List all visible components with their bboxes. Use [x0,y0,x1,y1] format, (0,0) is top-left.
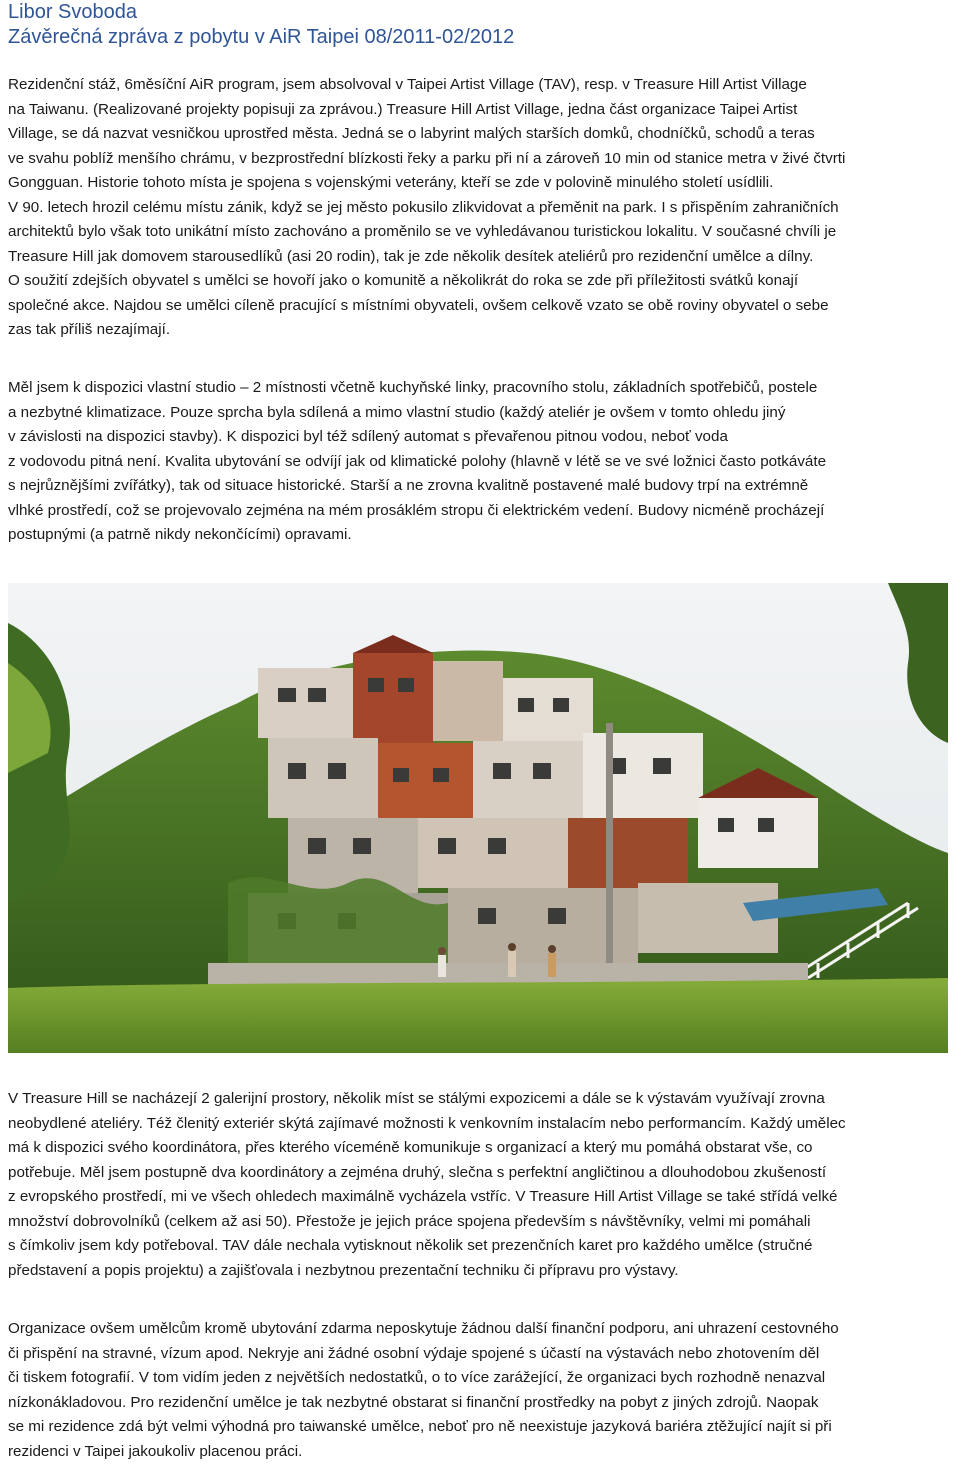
paragraph-funding [8,1317,956,1464]
treasure-hill-photo [8,583,948,1053]
text-line: Village, se dá nazvat vesničkou uprostřed města. Jedná se o labyrint malých starších domků, chodníčků, schodů a teras [8,125,815,142]
text-line: nízkonákladovou. Pro rezidenční umělce je tak nezbytné obstarat si finanční prostředky na pobyt z jiných zdrojů. Naopak [8,1393,819,1411]
lamp-pole [606,723,613,983]
text-line: rezidenci v Taipei jakoukoliv placenou práci. [8,1442,303,1460]
text-line: z vodovodu pitná není. Kvalita ubytování se odvíjí jak od klimatické polohy (hlavně v létě se ve své ložnici často potkáváte [8,452,827,470]
text-line: má k dispozici svého koordinátora, přes kterého víceméně komunikuje s organizací a který mu pomáhá obstarat vše, co [8,1139,813,1156]
text-line: či přispění na stravné, vízum apod. Nekryje ani žádné osobní výdaje spojené s účastí na výstavách nebo zhotovením děl [8,1344,820,1362]
text-line: Rezidenční stáž, 6měsíční AiR program, jsem absolvoval v Taipei Artist Village (TAV), resp. v Treasure Hill Artist Village [8,76,807,93]
text-line: Treasure Hill jak domovem starousedlíků (asi 20 rodin), tak je zde několik desítek ateliérů pro rezidenční umělce a dílny. [8,247,814,265]
lawn [8,978,948,1053]
text-line: architektů bylo však toto unikátní místo zachováno a proměnilo se ve vyhledávanou turistickou lokalitu. V současné chvíli je [8,223,837,240]
paragraph-studio [8,376,956,548]
paragraph-intro [8,73,956,343]
author-name: Libor Svoboda [8,1,137,23]
text-line: neobydlené ateliéry. Též členitý exteriér skýtá zajímavé možnosti k venkovním instalacím nebo performancím. Každý umělec [8,1114,846,1132]
text-line: se mi rezidence zdá být velmi výhodná pro taiwanské umělce, neboť pro ně neexistuje jazyková bariéra ztěžující najít si při [8,1418,832,1435]
paragraph-galleries [8,1087,956,1283]
text-line: množství dobrovolníků (celkem až asi 50). Přestože je jejich práce spojena především s návštěvníky, velmi mi pomáhali [8,1212,811,1230]
text-line: či tiskem fotografií. V tom vidím jeden z největších nedostatků, o to více zarážející, že organizaci bych rozhodně nenazval [8,1369,826,1386]
text-line: společné akce. Najdou se umělci cíleně pracující s místními obyvateli, ovšem celkově vzato se obě roviny obyvatel o sebe [8,296,829,314]
photo-illustration [8,583,948,1053]
text-line: V 90. letech hrozil celému místu zánik, když se jej město pokusilo zlikvidovat a přeměnit na park. I s přispěním zahraničních [8,198,839,216]
text-line: potřebuje. Měl jsem postupně dva koordinátory a zejména druhý, slečna s perfektní angličtinou a dlouhodobou zkušeností [8,1163,827,1181]
text-line: ve svahu poblíž menšího chrámu, v bezprostřední blízkosti řeky a parku při ní a zároveň 10 min od stanice metra v živé čtvrti [8,149,846,167]
text-line: v závislosti na dispozici stavby). K dispozici byl též sdílený automat s převařenou pitnou vodou, neboť voda [8,428,728,445]
text-line: Gongguan. Historie tohoto místa je spojena s vojenskými veterány, kteří se zde v polovině minulého století usídlili. [8,174,774,191]
text-line: V Treasure Hill se nacházejí 2 galerijní prostory, několik míst se stálými expozicemi a dále se k výstavám využívají zrovna [8,1090,825,1107]
report-title: Závěrečná zpráva z pobytu v AiR Taipei 08/2011-02/2012 [8,26,515,48]
text-line: vlhké prostředí, což se projevovalo zejména na mém prosáklém stropu či elektrickém vedení. Budovy nicméně procházejí [8,501,825,519]
text-line: s nejrůznějšími zvířátky), tak od situace historické. Starší a ne zrovna kvalitně postavené malé budovy trpí na extrémně [8,477,809,494]
text-line: O soužití zdejších obyvatel s umělci se hovoří jako o komunitě a několikrát do roka se zde při příležitosti svátků konají [8,272,799,289]
text-line: z evropského prostředí, mi ve všech ohledech maximálně vycházela vstříc. V Treasure Hill Artist Village se také střídá velké [8,1188,838,1205]
text-line: Měl jsem k dispozici vlastní studio – 2 místnosti včetně kuchyňské linky, pracovního stolu, základních spotřebičů, postele [8,379,818,396]
report-header [8,0,948,50]
text-line: na Taiwanu. (Realizované projekty popisuji za zprávou.) Treasure Hill Artist Village, jedna část organizace Taipei Artist [8,100,798,118]
text-line: postupnými (a patrně nikdy nekončícími) opravami. [8,526,352,543]
text-line: a nezbytné klimatizace. Pouze sprcha byla sdílená a mimo vlastní studio (každý ateliér je ovšem v tomto ohledu jiný [8,403,786,421]
text-line: s čímkoliv jsem kdy potřeboval. TAV dále nechala vytisknout několik set prezenčních karet pro každého umělce (stručné [8,1237,813,1254]
text-line: představení a popis projektu) a zajišťovala i nezbytnou prezentační techniku či přípravu pro výstavy. [8,1261,679,1279]
text-line: zas tak příliš nezajímají. [8,321,171,338]
text-line: Organizace ovšem umělcům kromě ubytování zdarma neposkytuje žádnou další finanční podporu, ani uhrazení cestovného [8,1320,839,1337]
